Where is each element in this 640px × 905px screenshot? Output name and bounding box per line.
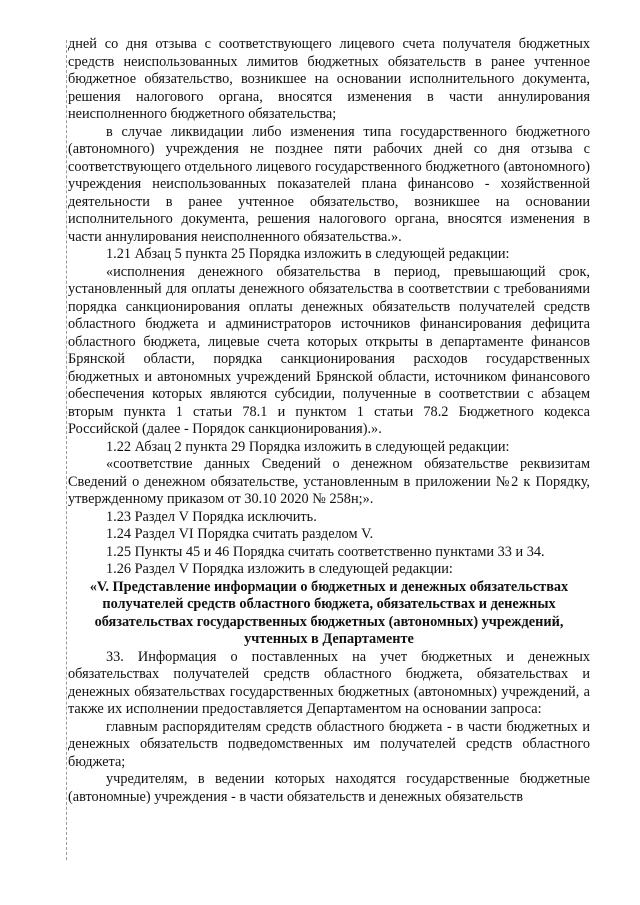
paragraph-1: дней со дня отзыва с соответствующего лицевого счета получателя бюджетных средств неиспользованных лимитов бюджетных обязательств в ранее учтенное бюджетное обязательство, возникшее на основании исполнительного документа, решения налогового органа, вносятся изменения в части аннулирования неисполненного бюджетного обязательства; [68, 36, 590, 122]
paragraph-9: 1.25 Пункты 45 и 46 Порядка считать соответственно пунктами 33 и 34. [106, 543, 545, 560]
section-heading: «V. Представление информации о бюджетных и денежных обязательствах получателей средств областного бюджета, обязательствах и денежных обязательствах государственных бюджетных (автономных) учреждений, учтенных в Департаменте [89, 578, 569, 647]
paragraph-5: 1.22 Абзац 2 пункта 29 Порядка изложить в следующей редакции: [106, 438, 510, 455]
paragraph-10: 1.26 Раздел V Порядка изложить в следующей редакции: [106, 561, 453, 577]
paragraph-7: 1.23 Раздел V Порядка исключить. [106, 508, 317, 525]
paragraph-3: 1.21 Абзац 5 пункта 25 Порядка изложить в следующей редакции: [106, 246, 510, 262]
paragraph-13: учредителям, в ведении которых находятся государственные бюджетные (автономные) учреждения - в части обязательств и денежных обязательств [68, 771, 590, 805]
paragraph-12: главным распорядителям средств областного бюджета - в части бюджетных и денежных обязательств подведомственных им получателей средств областного бюджета; [68, 718, 590, 770]
paragraph-6: «соответствие данных Сведений о денежном обязательстве реквизитам Сведений о денежном обязательстве, установленным в приложении №2 к Порядку, утвержденному приказом от 30.10 2020 № 258н;». [68, 456, 590, 507]
scan-margin-line [66, 40, 67, 860]
paragraph-11: 33. Информация о поставленных на учет бюджетных и денежных обязательствах получателей средств областного бюджета, обязательствах и денежных обязательствах государственных бюджетных (автономных) учреждений, а также их исполнении предоставляется Департаментом на основании запроса: [68, 648, 590, 717]
document-page [68, 36, 590, 806]
paragraph-4: «исполнения денежного обязательства в период, превышающий срок, установленный для оплаты денежного обязательства в соответствии с требованиями порядка санкционирования оплаты денежных обязательств получателей средств областного бюджета и администраторов источников финансирования дефицита областного бюджета, лицевые счета которых открыты в департаменте финансов Брянской области, порядка санкционирования расходов государственных бюджетных и автономных учреждений Брянской области, источником финансового обеспечения которых являются субсидии, полученные в соответствии с абзацем вторым пункта 1 статьи 78.1 и пунктом 1 статьи 78.2 Бюджетного кодекса Российской (далее - Порядок санкционирования).». [68, 263, 590, 437]
paragraph-2: в случае ликвидации либо изменения типа государственного бюджетного (автономного) учреждения не позднее пяти рабочих дней со дня отзыва с соответствующего отдельного лицевого государственного бюджетного (автономного) учреждения неиспользованных показателей плана финансово - хозяйственной деятельности в ранее учтенное обязательство, возникшее на основании исполнительного документа, решения налогового органа, вносятся изменения в части аннулирования неисполненного обязательства.». [68, 123, 590, 245]
paragraph-8: 1.24 Раздел VI Порядка считать разделом V. [106, 526, 374, 542]
